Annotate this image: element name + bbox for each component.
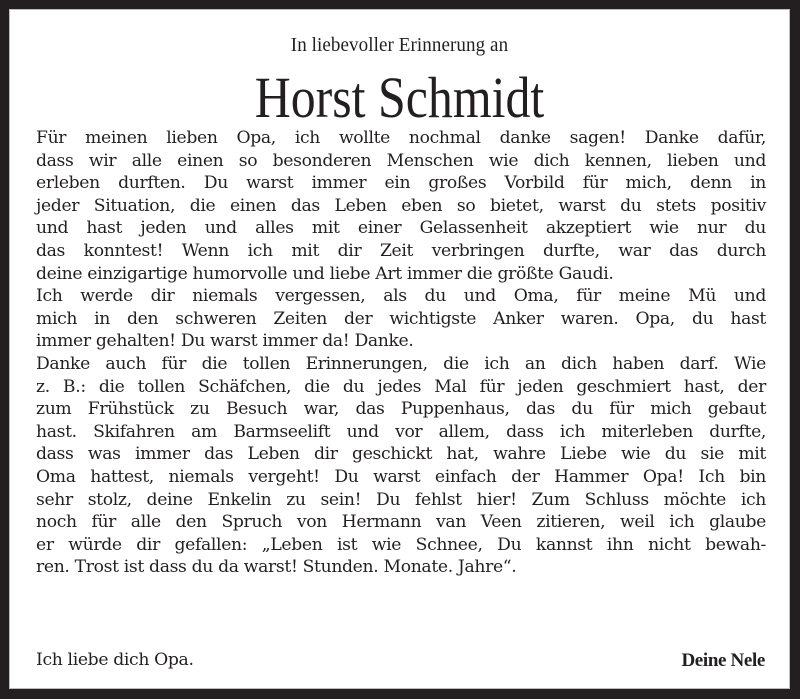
message-line: z. B.: die tollen Schäfchen, die du jedes Mal für jeden geschmiert hast, der [36,376,766,397]
message-line: ren. Trost ist dass du da warst! Stunden. Monate. Jahre“. [36,557,517,578]
message-line: Danke auch für die tollen Erinnerungen, die ich an dich haben darf. Wie [36,353,766,374]
message-line: und hast jeden und alles mit einer Gelassenheit akzeptiert wie nur du [36,218,766,239]
message-line: hast. Skifahren am Barmseelift und vor allem, dass ich miterleben durfte, [36,421,766,442]
message-line: sehr stolz, deine Enkelin zu sein! Du fehlst hier! Zum Schluss möchte ich [36,489,766,510]
intro-heading: In liebevoller Erinnerung an [290,34,509,56]
message-line: zum Frühstück zu Besuch war, das Puppenhaus, das du für mich gebaut [36,399,766,420]
message-line: deine einzigartige humorvolle und liebe Art immer die größte Gaudi. [36,263,614,284]
message-line: mich in den schweren Zeiten der wichtigste Anker waren. Opa, du hast [36,308,766,329]
message-line: noch für alle den Spruch von Hermann van Veen zitieren, weil ich glaube [36,512,766,533]
message-line: das konntest! Wenn ich mit dir Zeit verbringen durfte, war das durch [36,240,766,261]
closing-phrase: Ich liebe dich Opa. [36,650,194,670]
message-line: dass was immer das Leben dir geschickt hat, wahre Liebe wie du sie mit [36,444,766,465]
deceased-name: Horst Schmidt [254,65,545,130]
message-line: immer gehalten! Du warst immer da! Danke. [36,331,414,352]
message-line: Für meinen lieben Opa, ich wollte nochmal danke sagen! Danke dafür, [36,128,766,148]
message-line: dass wir alle einen so besonderen Menschen wie dich kennen, lieben und [36,150,766,171]
signature: Deine Nele [681,650,765,671]
message-line: erleben durften. Du warst immer ein großes Vorbild für mich, denn in [36,173,766,194]
closing-row [36,650,765,674]
message-line: er würde dir gefallen: „Leben ist wie Schnee, Du kannst ihn nicht bewah- [36,534,766,555]
message-line: jeder Situation, die einen das Leben eben so bietet, warst du stets positiv [36,195,766,216]
obituary-notice [9,9,790,689]
message-line: Oma hattest, niemals vergeht! Du warst einfach der Hammer Opa! Ich bin [36,466,766,487]
message-line: Ich werde dir niemals vergessen, als du und Oma, für meine Mü und [36,286,766,307]
message-body [36,127,766,579]
